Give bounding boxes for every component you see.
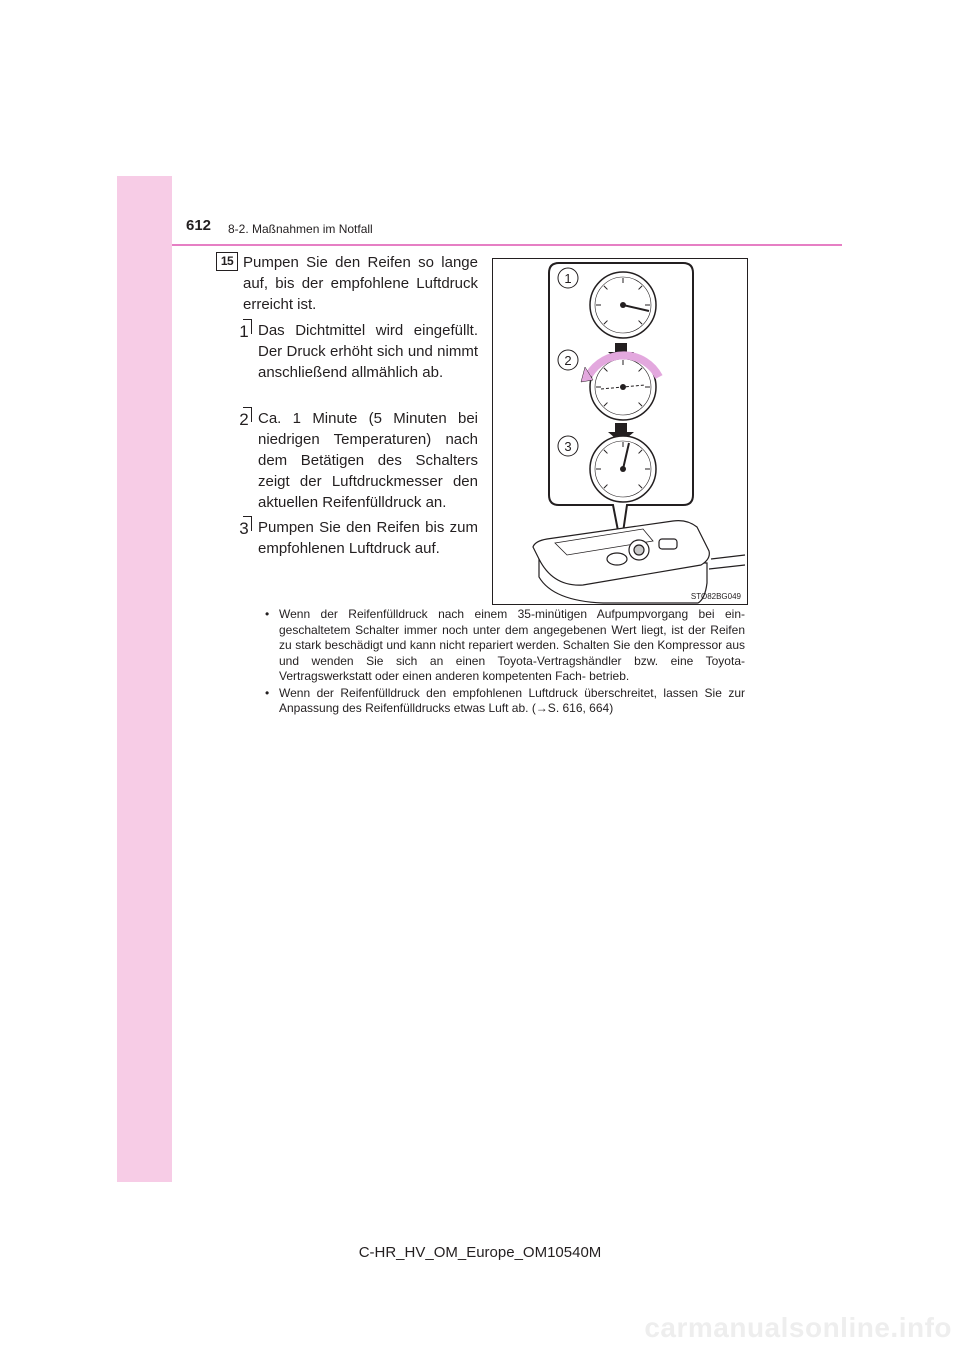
note-item: • Wenn der Reifenfülldruck den empfohlenen Luftdruck überschreitet, lassen Sie zur Anpassung des Reifenfülldrucks etwas Luft ab. (→S. 616, 664)	[265, 686, 745, 717]
callout-3-label: 3	[564, 439, 572, 454]
figure-code: STO82BG049	[690, 592, 741, 601]
substep-number: 2	[236, 410, 252, 430]
gauge-1-icon	[590, 272, 656, 338]
header-rule	[172, 244, 842, 246]
substep-text: Pumpen Sie den Reifen bis zum empfohlenen Luftdruck auf.	[258, 519, 478, 557]
callout-1-label: 1	[564, 271, 572, 286]
step-number-box: 15	[216, 252, 238, 271]
page-number: 612	[186, 217, 212, 234]
gauge-3-icon	[590, 436, 656, 502]
substep-number: 1	[236, 322, 252, 342]
step-text: Pumpen Sie den Reifen so lange auf, bis der empfohlene Luftdruck erreicht ist.	[243, 254, 478, 313]
note-item: • Wenn der Reifenfülldruck nach einem 35-minütigen Aufpumpvorgang bei ein- geschaltetem Schalter immer noch unter dem angegebenen Wert liegt, ist der Reifen zu stark beschädigt und kann nicht repariert werden. Schalten Sie den Kompressor aus und wenden Sie sich an einen Toyota-Vertragshändler bzw. eine Toyota-Vertragswerkstatt oder einen anderen kompetenten Fach- betrieb.	[265, 607, 745, 685]
substep-text: Das Dichtmittel wird eingefüllt. Der Druck erhöht sich und nimmt anschließend allmählich ab.	[258, 322, 478, 381]
document-id: C-HR_HV_OM_Europe_OM10540M	[358, 1244, 602, 1261]
section-title: 8-2. Maßnahmen im Notfall	[228, 222, 373, 236]
compressor-gauge-illustration	[493, 259, 749, 606]
pressure-gauge-figure	[492, 258, 748, 605]
substep-text: Ca. 1 Minute (5 Minuten bei niedrigen Temperaturen) nach dem Betätigen des Schalters zeigt der Luftdruckmesser den aktuellen Reifenfülldruck an.	[258, 410, 478, 511]
compressor-unit	[533, 521, 745, 603]
substep-number: 3	[236, 519, 252, 539]
side-color-band	[117, 176, 172, 1182]
callout-2-label: 2	[564, 353, 572, 368]
watermark: carmanualsonline.info	[644, 1312, 952, 1343]
notes-list	[265, 607, 745, 718]
